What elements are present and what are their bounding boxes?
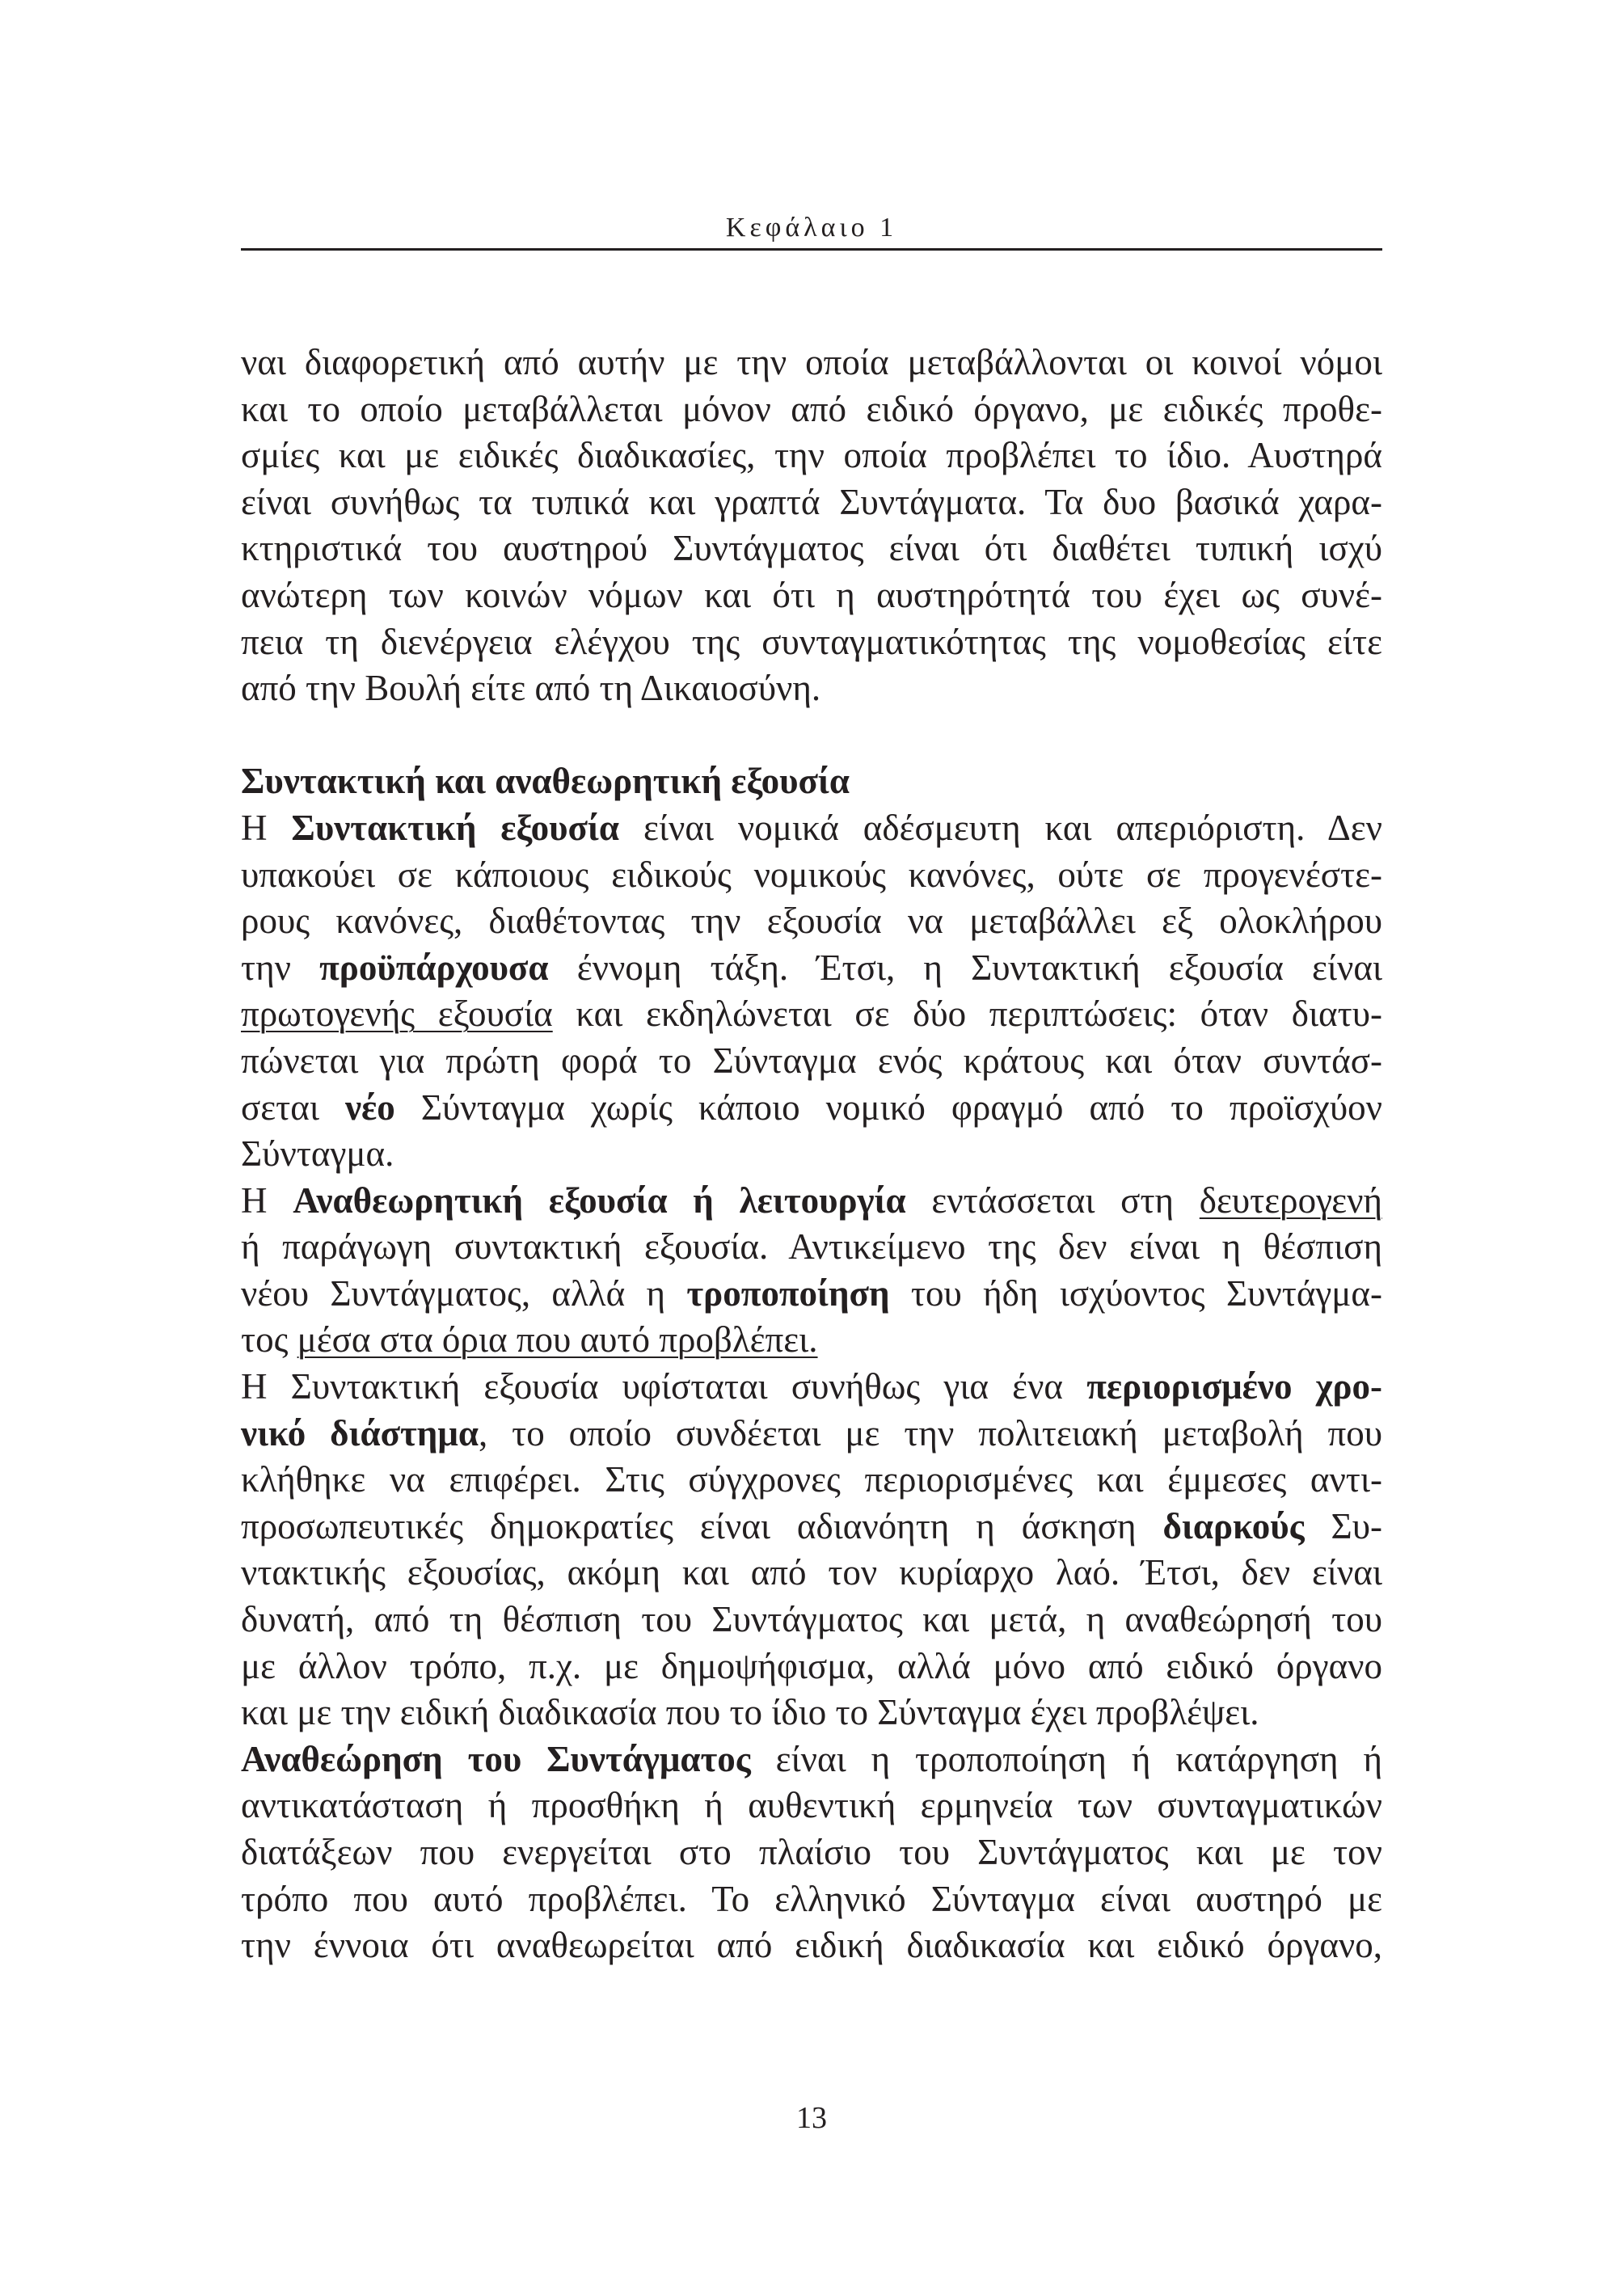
page-body (241, 340, 1382, 1969)
bold-term: τροποποίηση (686, 1272, 890, 1314)
text-line: αντικατάσταση ή προσθήκη ή αυθεντική ερμηνεία των συνταγματικών (241, 1785, 1382, 1826)
underlined-term: μέσα στα όρια που αυτό προβλέπει. (297, 1319, 818, 1361)
text-line (241, 945, 1382, 992)
text-line: και με την ειδική διαδικασία που το ίδιο το Σύνταγμα έχει προβλέψει. (241, 1692, 1259, 1733)
text-line: υπακούει σε κάποιους ειδικούς νομικούς κανόνες, ούτε σε προγενέστε- (241, 854, 1382, 895)
text-run: Η (241, 807, 292, 848)
text-run: νέου Συντάγματος, αλλά η (241, 1272, 687, 1314)
text-line: ή παράγωγη συντακτική εξουσία. Αντικείμενο της δεν είναι η θέσπιση (241, 1226, 1382, 1268)
bold-term: διαρκούς (1162, 1505, 1305, 1546)
text-line: κλήθηκε να επιφέρει. Στις σύγχρονες περιορισμένες και έμμεσες αντι- (241, 1459, 1382, 1500)
text-line: σμίες και με ειδικές διαδικασίες, την οποία προβλέπει το ίδιο. Αυστηρά (241, 435, 1382, 476)
text-line: ντακτικής εξουσίας, ακόμη και από τον κυρίαρχο λαό. Έτσι, δεν είναι (241, 1552, 1382, 1593)
page-number: 13 (796, 2101, 827, 2135)
header-rule (241, 248, 1382, 251)
text-line: τρόπο που αυτό προβλέπει. Το ελληνικό Σύνταγμα είναι αυστηρό με (241, 1878, 1382, 1919)
underlined-term: δευτερογενή (1199, 1179, 1383, 1221)
paragraph-1 (241, 340, 1382, 712)
text-line (241, 1271, 1382, 1318)
text-line (241, 805, 1382, 852)
section-title-text: Συντακτική και αναθεωρητική εξουσία (241, 761, 850, 802)
text-run: σεται (241, 1086, 345, 1128)
text-line (241, 1085, 1382, 1132)
text-run: Η (241, 1179, 293, 1221)
text-line: ρους κανόνες, διαθέτοντας την εξουσία να μεταβάλλει εξ ολοκλήρου (241, 901, 1382, 942)
text-line: πεια τη διενέργεια ελέγχου της συνταγματικότητας της νομοθεσίας είτε (241, 621, 1382, 662)
text-line: και το οποίο μεταβάλλεται μόνον από ειδικό όργανο, με ειδικές προθε- (241, 388, 1382, 429)
underlined-term: πρωτογενής εξουσία (241, 994, 553, 1035)
text-run: Συ- (1304, 1505, 1382, 1546)
text-line (241, 1504, 1382, 1551)
text-line (241, 1364, 1382, 1411)
text-line: με άλλον τρόπο, π.χ. με δημοψήφισμα, αλλά μόνο από ειδικό όργανο (241, 1645, 1382, 1686)
bold-term: νέο (344, 1086, 395, 1128)
text-line (241, 1411, 1382, 1458)
text-line: Σύνταγμα. (241, 1133, 394, 1175)
text-line: από την Βουλή είτε από τη Δικαιοσύνη. (241, 668, 821, 709)
text-line: ναι διαφορετική από αυτήν με την οποία μεταβάλλονται οι κοινοί νόμοι (241, 342, 1382, 382)
bold-term: περιορισμένο χρο- (1086, 1366, 1383, 1407)
text-line: διατάξεων που ενεργείται στο πλαίσιο του Συντάγματος και με τον (241, 1832, 1382, 1872)
text-line (241, 1317, 1382, 1364)
running-header: Κεφάλαιο 1 (725, 213, 898, 243)
text-line (241, 1736, 1382, 1783)
bold-term: Αναθεωρητική εξουσία ή λειτουργία (293, 1179, 906, 1221)
bold-term: Αναθεώρηση του Συντάγματος (241, 1738, 751, 1779)
text-line: είναι συνήθως τα τυπικά και γραπτά Συντάγματα. Τα δυο βασικά χαρα- (241, 481, 1382, 522)
text-run: εντάσσεται στη (905, 1179, 1200, 1221)
text-run: έννομη τάξη. Έτσι, η Συντακτική εξουσία είναι (548, 947, 1382, 988)
paragraph-revision-definition (241, 1736, 1382, 1969)
text-run: , το οποίο συνδέεται με την πολιτειακή μεταβολή που (478, 1412, 1383, 1453)
text-run: είναι η τροποποίηση ή κατάργηση ή (750, 1738, 1382, 1779)
bold-term: νικό διάστημα (241, 1412, 479, 1453)
text-line: πώνεται για πρώτη φορά το Σύνταγμα ενός κράτους και όταν συντάσ- (241, 1040, 1382, 1081)
paragraph-constituent-power (241, 805, 1382, 1178)
bold-term: Συντακτική εξουσία (291, 807, 620, 848)
paragraph-gap (241, 712, 1382, 759)
text-line (241, 1178, 1382, 1225)
paragraph-revising-power (241, 1178, 1382, 1364)
bold-term: προϋπάρχουσα (319, 947, 549, 988)
text-run: τος (241, 1319, 297, 1361)
text-run: είναι νομικά αδέσμευτη και απεριόριστη. Δεν (619, 807, 1382, 848)
text-run: Η Συντακτική εξουσία υφίσταται συνήθως για ένα (241, 1366, 1087, 1407)
text-line (241, 991, 1382, 1038)
text-run: Σύνταγμα χωρίς κάποιο νομικό φραγμό από το προϊσχύον (394, 1086, 1383, 1128)
text-run: και εκδηλώνεται σε δύο περιπτώσεις: όταν διατυ- (552, 994, 1382, 1035)
text-line: δυνατή, από τη θέσπιση του Συντάγματος και μετά, η αναθεώρησή του (241, 1599, 1382, 1640)
text-run: προσωπευτικές δημοκρατίες είναι αδιανόητη η άσκηση (241, 1505, 1163, 1546)
text-line: κτηριστικά του αυστηρού Συντάγματος είναι ότι διαθέτει τυπική ισχύ (241, 528, 1382, 569)
text-run: του ήδη ισχύοντος Συντάγμα- (889, 1272, 1382, 1314)
text-run: την (241, 947, 320, 988)
section-title (241, 758, 1382, 805)
text-line: ανώτερη των κοινών νόμων και ότι η αυστηρότητά του έχει ως συνέ- (241, 574, 1382, 615)
text-line: την έννοια ότι αναθεωρείται από ειδική διαδικασία και ειδικό όργανο, (241, 1925, 1382, 1966)
paragraph-duration (241, 1364, 1382, 1736)
